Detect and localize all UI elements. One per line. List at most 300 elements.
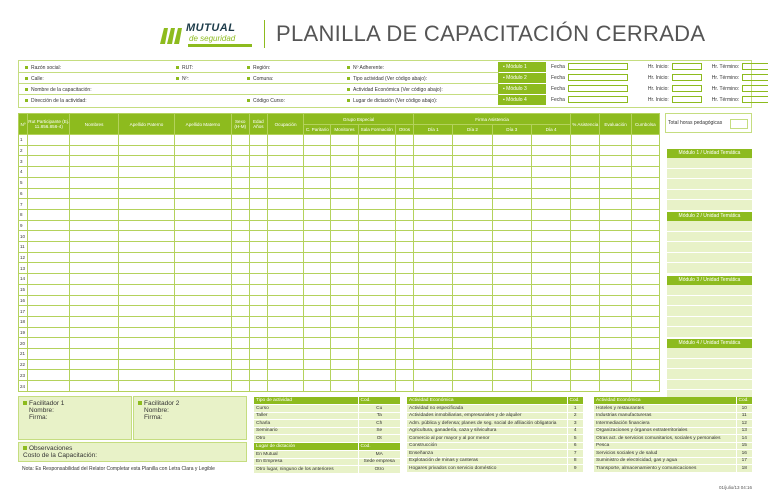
table-cell[interactable] [395,145,413,156]
table-cell[interactable] [395,209,413,220]
table-cell[interactable] [631,370,659,381]
table-cell[interactable] [600,177,631,188]
table-cell[interactable] [70,349,118,360]
table-cell[interactable] [267,316,303,327]
table-cell[interactable] [414,156,453,167]
table-cell[interactable] [249,188,267,199]
table-cell[interactable] [267,327,303,338]
table-cell[interactable] [453,188,492,199]
table-cell[interactable] [395,231,413,242]
table-cell[interactable] [70,274,118,285]
table-cell[interactable] [531,242,570,253]
table-cell[interactable] [331,370,358,381]
table-cell[interactable] [358,209,395,220]
table-cell[interactable] [231,370,249,381]
table-cell[interactable] [28,209,70,220]
table-cell[interactable] [28,306,70,317]
table-cell[interactable] [395,359,413,370]
table-cell[interactable] [571,145,600,156]
table-cell[interactable] [531,252,570,263]
table-cell[interactable] [304,220,331,231]
table-cell[interactable] [531,156,570,167]
table-cell[interactable] [395,242,413,253]
table-cell[interactable] [231,145,249,156]
table-cell[interactable] [414,274,453,285]
table-cell[interactable] [600,199,631,210]
table-cell[interactable] [631,252,659,263]
table-cell[interactable] [358,381,395,392]
table-cell[interactable] [395,370,413,381]
table-cell[interactable] [118,370,174,381]
table-cell[interactable] [492,156,531,167]
table-cell[interactable] [414,370,453,381]
table-cell[interactable] [414,381,453,392]
table-cell[interactable] [631,306,659,317]
table-cell[interactable] [414,338,453,349]
table-cell[interactable] [304,167,331,178]
table-cell[interactable] [118,252,174,263]
table-cell[interactable] [231,338,249,349]
table-cell[interactable] [249,199,267,210]
module-block-row[interactable] [667,317,752,328]
table-cell[interactable] [231,306,249,317]
table-cell[interactable] [231,327,249,338]
table-cell[interactable] [631,220,659,231]
table-cell[interactable] [70,338,118,349]
module-block-row[interactable] [667,200,752,211]
table-cell[interactable] [600,263,631,274]
table-cell[interactable] [231,188,249,199]
table-cell[interactable] [571,156,600,167]
module-block-row[interactable] [667,285,752,296]
table-cell[interactable] [28,167,70,178]
table-cell[interactable] [531,199,570,210]
table-cell[interactable] [531,316,570,327]
table-cell[interactable] [331,177,358,188]
table-cell[interactable] [453,295,492,306]
table-cell[interactable] [175,327,231,338]
table-cell[interactable] [571,220,600,231]
table-cell[interactable] [331,145,358,156]
table-cell[interactable] [70,263,118,274]
table-cell[interactable] [331,316,358,327]
table-cell[interactable] [267,145,303,156]
table-cell[interactable] [249,242,267,253]
inicio-input[interactable] [672,63,702,70]
table-cell[interactable] [571,295,600,306]
table-cell[interactable] [492,295,531,306]
table-cell[interactable] [571,316,600,327]
table-cell[interactable] [70,284,118,295]
table-cell[interactable] [231,199,249,210]
table-cell[interactable] [70,209,118,220]
table-cell[interactable] [118,359,174,370]
table-cell[interactable] [70,381,118,392]
table-cell[interactable] [70,370,118,381]
table-cell[interactable] [70,177,118,188]
table-cell[interactable] [414,135,453,146]
table-cell[interactable] [358,295,395,306]
table-cell[interactable] [28,242,70,253]
table-cell[interactable] [531,135,570,146]
table-cell[interactable] [70,188,118,199]
table-cell[interactable] [571,349,600,360]
table-cell[interactable] [28,316,70,327]
table-cell[interactable] [395,316,413,327]
table-cell[interactable] [267,188,303,199]
table-cell[interactable] [571,370,600,381]
table-cell[interactable] [395,156,413,167]
table-cell[interactable] [175,231,231,242]
table-cell[interactable] [175,242,231,253]
module-block-row[interactable] [667,179,752,190]
facilitador-1-nombre[interactable]: Nombre: [29,407,54,414]
table-cell[interactable] [28,145,70,156]
table-cell[interactable] [331,306,358,317]
module-block-row[interactable] [667,327,752,338]
table-cell[interactable] [28,284,70,295]
nombre-capacitacion-field[interactable]: Nombre de la capacitación: [25,87,92,93]
table-cell[interactable] [453,306,492,317]
table-cell[interactable] [395,274,413,285]
table-cell[interactable] [249,338,267,349]
table-cell[interactable] [249,263,267,274]
numero-field[interactable]: Nº: [176,76,189,82]
table-cell[interactable] [175,338,231,349]
table-cell[interactable] [531,274,570,285]
table-cell[interactable] [331,349,358,360]
table-cell[interactable] [631,284,659,295]
table-cell[interactable] [231,252,249,263]
table-cell[interactable] [231,349,249,360]
table-cell[interactable] [304,295,331,306]
table-cell[interactable] [175,295,231,306]
table-cell[interactable] [531,338,570,349]
facilitador-1-firma[interactable]: Firma: [29,414,48,421]
table-cell[interactable] [304,316,331,327]
table-cell[interactable] [304,188,331,199]
table-cell[interactable] [331,231,358,242]
table-cell[interactable] [267,220,303,231]
table-cell[interactable] [231,381,249,392]
table-cell[interactable] [304,145,331,156]
table-cell[interactable] [358,242,395,253]
inicio-input[interactable] [672,96,702,103]
table-cell[interactable] [70,199,118,210]
termino-input[interactable] [742,96,768,103]
table-cell[interactable] [231,220,249,231]
table-cell[interactable] [492,177,531,188]
table-cell[interactable] [249,284,267,295]
table-cell[interactable] [453,167,492,178]
table-cell[interactable] [571,199,600,210]
table-cell[interactable] [414,188,453,199]
table-cell[interactable] [331,220,358,231]
table-cell[interactable] [453,242,492,253]
table-cell[interactable] [175,209,231,220]
table-cell[interactable] [395,135,413,146]
table-cell[interactable] [600,188,631,199]
table-cell[interactable] [249,167,267,178]
table-cell[interactable] [70,252,118,263]
table-cell[interactable] [358,306,395,317]
table-cell[interactable] [331,381,358,392]
table-cell[interactable] [600,156,631,167]
table-cell[interactable] [231,231,249,242]
table-cell[interactable] [331,295,358,306]
table-cell[interactable] [28,188,70,199]
table-cell[interactable] [175,306,231,317]
table-cell[interactable] [267,359,303,370]
table-cell[interactable] [118,381,174,392]
fecha-input[interactable] [568,63,628,70]
table-cell[interactable] [118,156,174,167]
table-cell[interactable] [571,242,600,253]
table-cell[interactable] [492,199,531,210]
observaciones-box[interactable] [18,442,247,462]
table-cell[interactable] [453,338,492,349]
table-cell[interactable] [571,252,600,263]
table-cell[interactable] [492,231,531,242]
table-cell[interactable] [492,209,531,220]
table-cell[interactable] [414,220,453,231]
table-cell[interactable] [118,242,174,253]
table-cell[interactable] [395,327,413,338]
table-cell[interactable] [28,220,70,231]
table-cell[interactable] [453,145,492,156]
table-cell[interactable] [358,252,395,263]
table-cell[interactable] [249,209,267,220]
table-cell[interactable] [70,145,118,156]
table-cell[interactable] [231,209,249,220]
table-cell[interactable] [531,263,570,274]
table-cell[interactable] [358,349,395,360]
table-cell[interactable] [600,370,631,381]
table-cell[interactable] [531,177,570,188]
table-cell[interactable] [531,188,570,199]
table-cell[interactable] [70,327,118,338]
table-cell[interactable] [531,231,570,242]
table-cell[interactable] [631,167,659,178]
termino-input[interactable] [742,85,768,92]
table-cell[interactable] [175,135,231,146]
table-cell[interactable] [600,284,631,295]
module-block-row[interactable] [667,253,752,264]
table-cell[interactable] [414,177,453,188]
table-cell[interactable] [249,231,267,242]
module-block-row[interactable] [667,263,752,274]
table-cell[interactable] [631,327,659,338]
table-cell[interactable] [249,135,267,146]
table-cell[interactable] [267,306,303,317]
table-cell[interactable] [28,274,70,285]
table-cell[interactable] [358,263,395,274]
table-cell[interactable] [600,338,631,349]
table-cell[interactable] [304,338,331,349]
table-cell[interactable] [249,306,267,317]
table-cell[interactable] [231,284,249,295]
table-cell[interactable] [492,242,531,253]
table-cell[interactable] [358,177,395,188]
table-cell[interactable] [631,295,659,306]
module-block-row[interactable] [667,158,752,169]
table-cell[interactable] [267,135,303,146]
table-cell[interactable] [600,242,631,253]
table-cell[interactable] [492,381,531,392]
table-cell[interactable] [631,145,659,156]
table-cell[interactable] [358,274,395,285]
table-cell[interactable] [631,381,659,392]
table-cell[interactable] [414,327,453,338]
table-cell[interactable] [118,167,174,178]
table-cell[interactable] [231,274,249,285]
calle-field[interactable]: Calle: [25,76,44,82]
table-cell[interactable] [453,252,492,263]
table-cell[interactable] [249,327,267,338]
table-cell[interactable] [414,231,453,242]
table-cell[interactable] [175,177,231,188]
table-cell[interactable] [118,338,174,349]
table-cell[interactable] [118,349,174,360]
table-cell[interactable] [414,284,453,295]
table-cell[interactable] [267,295,303,306]
table-cell[interactable] [70,242,118,253]
table-cell[interactable] [492,135,531,146]
module-block-row[interactable] [667,190,752,201]
table-cell[interactable] [331,274,358,285]
table-cell[interactable] [492,252,531,263]
table-cell[interactable] [492,263,531,274]
table-cell[interactable] [395,177,413,188]
table-cell[interactable] [118,306,174,317]
table-cell[interactable] [531,327,570,338]
module-block-row[interactable] [667,369,752,380]
table-cell[interactable] [267,349,303,360]
table-cell[interactable] [304,252,331,263]
table-cell[interactable] [531,209,570,220]
table-cell[interactable] [331,209,358,220]
table-cell[interactable] [331,167,358,178]
table-cell[interactable] [28,252,70,263]
table-cell[interactable] [249,349,267,360]
table-cell[interactable] [331,263,358,274]
table-cell[interactable] [267,156,303,167]
table-cell[interactable] [118,263,174,274]
table-cell[interactable] [175,359,231,370]
rut-field[interactable]: RUT: [176,65,193,71]
table-cell[interactable] [28,359,70,370]
table-cell[interactable] [358,145,395,156]
table-cell[interactable] [631,274,659,285]
table-cell[interactable] [267,263,303,274]
table-cell[interactable] [453,263,492,274]
module-block-row[interactable] [667,359,752,370]
module-block-row[interactable] [667,242,752,253]
table-cell[interactable] [453,135,492,146]
table-cell[interactable] [331,188,358,199]
table-cell[interactable] [395,252,413,263]
table-cell[interactable] [631,231,659,242]
table-cell[interactable] [600,316,631,327]
table-cell[interactable] [249,252,267,263]
table-cell[interactable] [175,284,231,295]
table-cell[interactable] [175,220,231,231]
table-cell[interactable] [118,188,174,199]
table-cell[interactable] [70,359,118,370]
table-cell[interactable] [453,359,492,370]
table-cell[interactable] [175,349,231,360]
table-cell[interactable] [395,220,413,231]
table-cell[interactable] [531,306,570,317]
table-cell[interactable] [492,145,531,156]
table-cell[interactable] [631,135,659,146]
table-cell[interactable] [175,274,231,285]
table-cell[interactable] [453,316,492,327]
table-cell[interactable] [231,242,249,253]
table-cell[interactable] [492,284,531,295]
table-cell[interactable] [331,156,358,167]
table-cell[interactable] [331,327,358,338]
table-cell[interactable] [571,135,600,146]
table-cell[interactable] [571,188,600,199]
table-cell[interactable] [28,349,70,360]
table-cell[interactable] [492,188,531,199]
table-cell[interactable] [267,274,303,285]
table-cell[interactable] [175,145,231,156]
table-cell[interactable] [28,295,70,306]
table-cell[interactable] [492,338,531,349]
table-cell[interactable] [395,349,413,360]
region-field[interactable]: Región: [247,65,270,71]
table-cell[interactable] [395,306,413,317]
table-cell[interactable] [492,167,531,178]
table-cell[interactable] [600,167,631,178]
table-cell[interactable] [358,284,395,295]
table-cell[interactable] [414,242,453,253]
table-cell[interactable] [453,209,492,220]
table-cell[interactable] [249,316,267,327]
table-cell[interactable] [304,177,331,188]
table-cell[interactable] [631,188,659,199]
table-cell[interactable] [600,381,631,392]
table-cell[interactable] [249,370,267,381]
table-cell[interactable] [453,349,492,360]
module-block-row[interactable] [667,169,752,180]
table-cell[interactable] [358,370,395,381]
table-cell[interactable] [395,338,413,349]
table-cell[interactable] [358,135,395,146]
table-cell[interactable] [453,156,492,167]
table-cell[interactable] [492,274,531,285]
table-cell[interactable] [175,199,231,210]
table-cell[interactable] [231,167,249,178]
table-cell[interactable] [358,156,395,167]
table-cell[interactable] [231,316,249,327]
table-cell[interactable] [358,188,395,199]
fecha-input[interactable] [568,85,628,92]
table-cell[interactable] [118,284,174,295]
table-cell[interactable] [600,209,631,220]
table-cell[interactable] [631,156,659,167]
table-cell[interactable] [304,199,331,210]
table-cell[interactable] [600,306,631,317]
table-cell[interactable] [600,231,631,242]
table-cell[interactable] [414,306,453,317]
table-cell[interactable] [571,284,600,295]
table-cell[interactable] [453,381,492,392]
table-cell[interactable] [267,381,303,392]
table-cell[interactable] [453,370,492,381]
